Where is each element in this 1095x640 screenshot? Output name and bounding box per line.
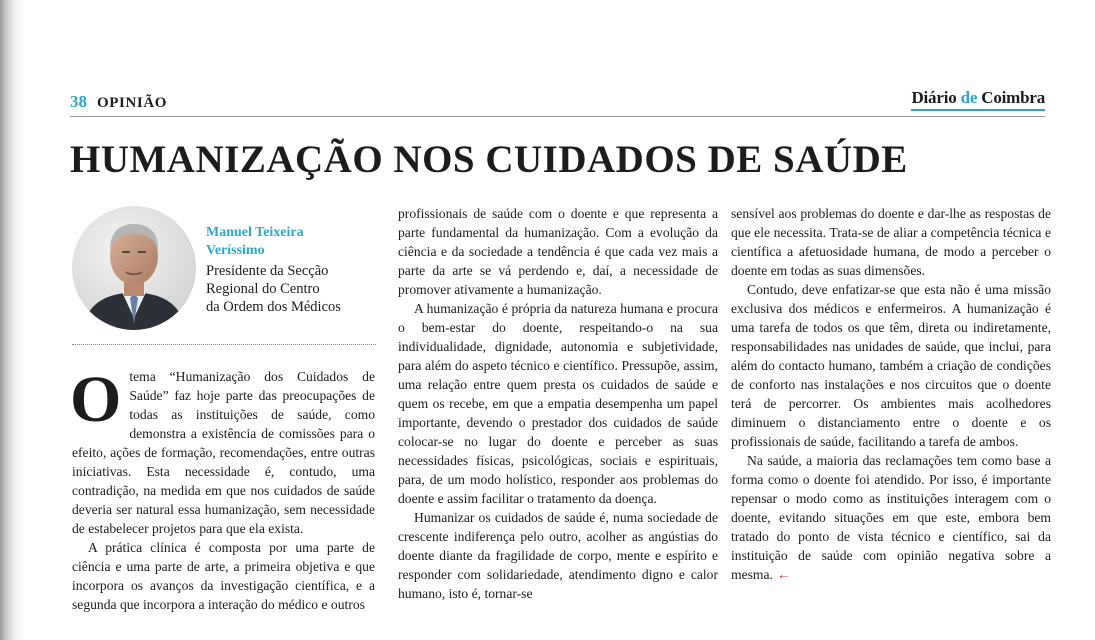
- paragraph: sensível aos problemas do doente e dar-lhe as respostas de que ele necessita. Trata-se de aliar a competência técnica e científica a afetuosidade humana, de modo a perceber o doente em todas as suas dimensões.: [731, 206, 1051, 278]
- author-role-line1: Presidente da Secção: [206, 263, 329, 279]
- page-number: 38: [70, 92, 87, 111]
- drop-cap: O: [70, 363, 122, 436]
- end-of-article-arrow-icon: ←: [776, 567, 791, 582]
- author-photo: [72, 206, 196, 330]
- page-fold-shadow: [0, 0, 26, 640]
- masthead-part1: Diário: [911, 88, 961, 107]
- paragraph: A humanização é própria da natureza humana e procura o bem-estar do doente, respeitando-o na sua individualidade, dignidade, autonomia e subjetividade, para além do aspeto técnico e científico. Pressupõe, assim, uma relação entre quem presta os cuidados de saúde e quem os recebe, em que a empatia desempenha um papel importante, devendo o prestador dos cuidados de saúde colocar-se no lugar do doente e perceber as suas necessidades físicas, psicológicas, sociais e espirituais, para, de um modo holístico, responder aos problemas do doente e assim facilitar o tratamento da doença.: [398, 301, 718, 506]
- author-name-line1: Manuel Teixeira: [206, 225, 304, 240]
- article-column-3: [731, 204, 1051, 584]
- paragraph-text: Na saúde, a maioria das reclamações tem como base a forma como o doente foi atendido. Por isso, é importante repensar o modo como as instituições interagem com o doente, evitando situações em que este, embora bem tratado do ponto de vista técnico e científico, sai da instituição de saúde com opinião negativa sobre a mesma.: [731, 453, 1051, 582]
- paragraph: A prática clínica é composta por uma parte de ciência e uma parte de arte, a primeira objetiva e que incorpora os avanços da investigação científica, e a segunda que incorpora a interação do médico e outros: [72, 540, 375, 612]
- paragraph-text: tema “Humanização dos Cuidados de Saúde” faz hoje parte das preocupações de todas as instituições de saúde, como demonstra a existência de comissões para o efeito, ações de formação, recomendações, entre outras iniciativas. Esta necessidade é, contudo, uma contradição, na medida em que nos cuidados de saúde deveria ser natural essa humanização, sem necessidade de estabelecer projetos para que ela exista.: [72, 369, 375, 536]
- section-header: [70, 92, 167, 116]
- paragraph: Humanizar os cuidados de saúde é, numa sociedade de crescente indiferença pelo outro, acolher as angústias do doente diante da fragilidade de corpo, mente e espírito e responder com solidariedade, atendimento digno e calor humano, isto é, tornar-se: [398, 510, 718, 601]
- masthead-part3: Coimbra: [977, 88, 1045, 107]
- paragraph: [731, 451, 1051, 584]
- author-name: [206, 224, 386, 260]
- author-divider: [72, 344, 376, 345]
- paragraph: profissionais de saúde com o doente e que representa a parte fundamental da humanização. Com a evolução da ciência e da sociedade a tendência é que cada vez mais a parte da arte se vá perdendo e, daí, a necessidade de promover ativamente a humanização.: [398, 206, 718, 297]
- paragraph: [70, 363, 375, 538]
- article-column-1: [70, 363, 375, 614]
- section-label: OPINIÃO: [97, 95, 168, 111]
- newspaper-masthead: [911, 88, 1045, 111]
- article-column-2: [398, 204, 718, 603]
- header-rule: [70, 116, 1045, 117]
- author-role-line3: da Ordem dos Médicos: [206, 299, 341, 315]
- paragraph: Contudo, deve enfatizar-se que esta não é uma missão exclusiva dos médicos e enfermeiros. A humanização é uma tarefa de todos os que têm, direta ou indiretamente, responsabilidades nas unidades de saúde, que inclui, para além do contacto humano, também a criação de condições de conforto nas instalações e nos circuitos que o doente terá de percorrer. Os ambientes mais acolhedores diminuem o distanciamento entre o doente e os profissionais de saúde, facilitando a tarefa de ambos.: [731, 282, 1051, 449]
- masthead-part2: de: [960, 88, 978, 107]
- author-role: [206, 262, 386, 316]
- article-headline: HUMANIZAÇÃO NOS CUIDADOS DE SAÚDE: [70, 138, 908, 181]
- author-role-line2: Regional do Centro: [206, 281, 320, 297]
- author-name-line2: Veríssimo: [206, 243, 265, 258]
